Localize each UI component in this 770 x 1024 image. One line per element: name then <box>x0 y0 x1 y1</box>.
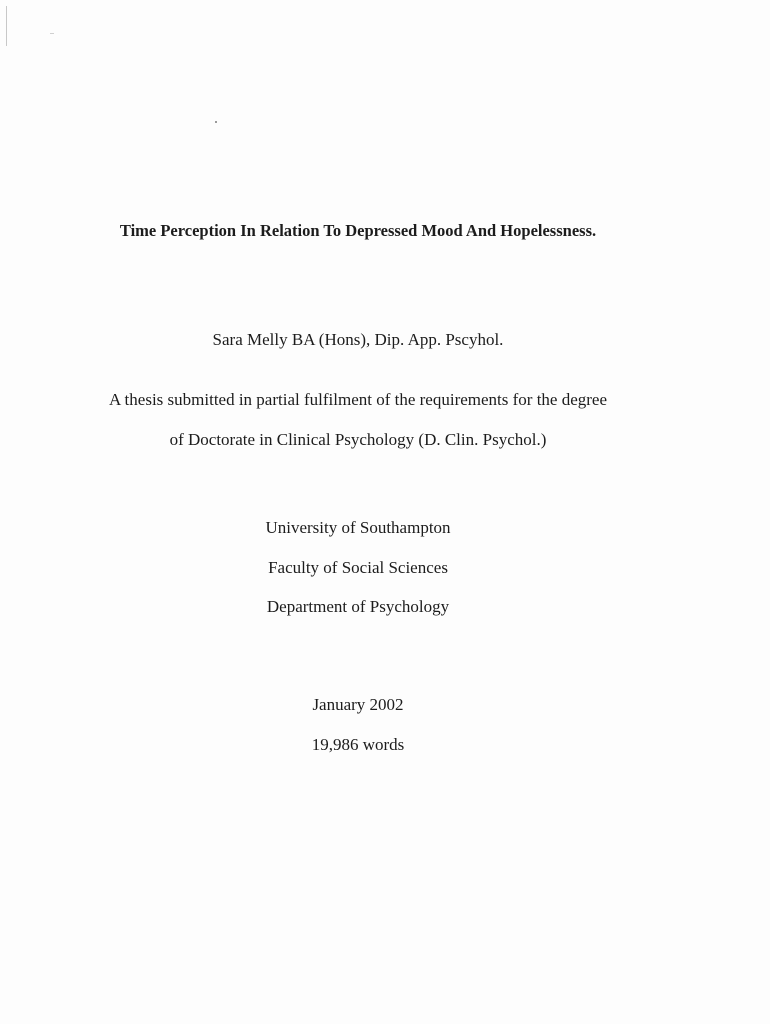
word-count: 19,986 words <box>311 735 405 754</box>
thesis-title: Time Perception In Relation To Depressed Mood And Hopelessness. <box>119 221 597 240</box>
scan-mark <box>215 121 217 123</box>
faculty-name: Faculty of Social Sciences <box>268 558 448 577</box>
degree-statement-line-2: of Doctorate in Clinical Psychology (D. Clin. Psychol.) <box>169 430 547 449</box>
scan-mark <box>50 33 54 34</box>
university-name: University of Southampton <box>265 518 451 537</box>
degree-statement-line-1: A thesis submitted in partial fulfilment of the requirements for the degree <box>108 390 608 409</box>
submission-date: January 2002 <box>312 695 404 714</box>
department-name: Department of Psychology <box>266 597 450 616</box>
scan-mark <box>6 6 7 46</box>
author-line: Sara Melly BA (Hons), Dip. App. Pscyhol. <box>212 330 504 349</box>
